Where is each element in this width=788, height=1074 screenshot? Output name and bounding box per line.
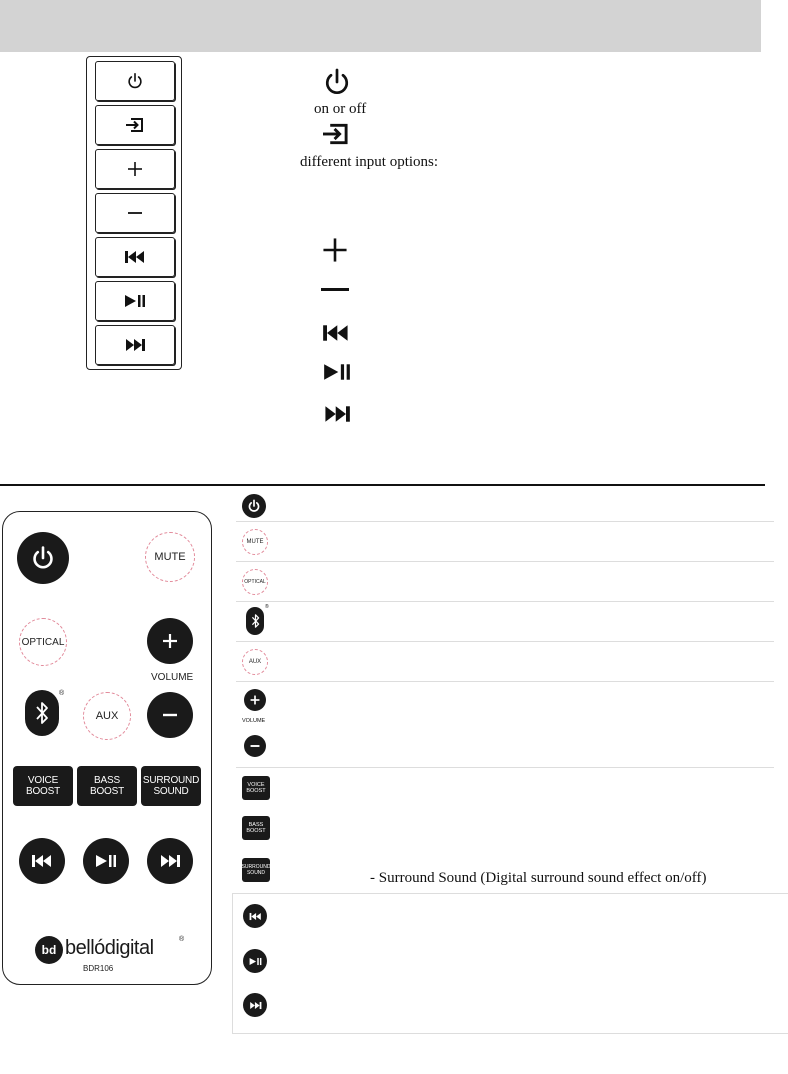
power-icon xyxy=(30,545,56,571)
bluetooth-icon xyxy=(35,700,49,726)
panel-input-button[interactable] xyxy=(95,105,175,145)
desc-play-pause-icon xyxy=(320,362,354,382)
legend-volume-label: VOLUME xyxy=(242,718,266,724)
transport-legend-box xyxy=(232,893,788,1034)
panel-previous-button[interactable] xyxy=(95,237,175,277)
remote-volume-down-button[interactable] xyxy=(147,692,193,738)
next-icon xyxy=(124,338,146,352)
power-icon xyxy=(126,72,144,90)
input-icon xyxy=(124,116,146,134)
optical-icon: OPTICAL xyxy=(242,569,268,595)
legend-registered-mark: ® xyxy=(265,604,269,610)
play-pause-icon xyxy=(243,949,267,973)
panel-volume-up-button[interactable] xyxy=(95,149,175,189)
panel-power-button[interactable] xyxy=(95,61,175,101)
minus-icon xyxy=(126,204,144,222)
plus-icon xyxy=(244,689,266,711)
plus-icon xyxy=(126,160,144,178)
legend-row-volume xyxy=(236,681,774,768)
desc-previous-icon xyxy=(320,322,352,344)
remote-optical-button[interactable]: OPTICAL xyxy=(19,618,67,666)
legend-bass-line1: BASS xyxy=(248,822,264,828)
play-pause-icon xyxy=(124,294,146,308)
remote-bass-boost-button[interactable] xyxy=(77,766,137,806)
surround-line1: SURROUND xyxy=(142,775,200,786)
bass-boost-icon xyxy=(242,816,270,840)
remote-control xyxy=(2,511,212,985)
power-icon xyxy=(242,494,266,518)
next-icon xyxy=(243,993,267,1017)
bass-boost-line2: BOOST xyxy=(89,786,124,797)
legend-row-optical xyxy=(236,561,774,602)
legend-row-mute xyxy=(236,521,774,562)
voice-boost-icon xyxy=(242,776,270,800)
surround-sound-description: - Surround Sound (Digital surround sound effect on/off) xyxy=(370,870,707,886)
remote-mute-button[interactable]: MUTE xyxy=(145,532,195,582)
legend-row-aux xyxy=(236,641,774,682)
remote-volume-label: VOLUME xyxy=(151,672,194,683)
brand-name: bellódigital xyxy=(65,937,154,959)
remote-play-pause-button[interactable] xyxy=(83,838,129,884)
brand-logo-mark: bd xyxy=(35,936,63,964)
bass-boost-line1: BASS xyxy=(94,775,120,786)
play-pause-icon xyxy=(95,854,117,868)
legend-row-power xyxy=(236,491,774,522)
legend-voice-line1: VOICE xyxy=(247,782,265,788)
desc-plus-icon xyxy=(320,236,350,264)
next-icon xyxy=(159,854,181,868)
legend-row-bluetooth xyxy=(236,601,774,642)
previous-icon xyxy=(243,904,267,928)
panel-volume-down-button[interactable] xyxy=(95,193,175,233)
remote-voice-boost-button[interactable] xyxy=(13,766,73,806)
desc-power-icon xyxy=(320,66,354,98)
remote-model: BDR106 xyxy=(83,964,114,973)
bluetooth-icon xyxy=(246,607,264,635)
remote-power-button[interactable] xyxy=(17,532,69,584)
remote-next-button[interactable] xyxy=(147,838,193,884)
header-bar xyxy=(0,0,761,52)
legend-surround-line2: SOUND xyxy=(246,870,266,876)
legend-voice-line2: BOOST xyxy=(246,788,266,794)
mute-icon: MUTE xyxy=(242,529,268,555)
legend-bass-line2: BOOST xyxy=(246,828,266,834)
previous-icon xyxy=(31,854,53,868)
surround-sound-icon xyxy=(242,858,270,882)
remote-bluetooth-button[interactable] xyxy=(25,690,59,736)
minus-icon xyxy=(161,706,179,724)
remote-registered-mark: ® xyxy=(59,690,65,697)
desc-power-text: on or off xyxy=(314,101,367,117)
voice-boost-line1: VOICE xyxy=(27,775,59,786)
legend-surround-line1: SURROUND xyxy=(241,864,271,870)
desc-minus-icon xyxy=(320,283,350,297)
remote-aux-button[interactable]: AUX xyxy=(83,692,131,740)
plus-icon xyxy=(161,632,179,650)
remote-previous-button[interactable] xyxy=(19,838,65,884)
section-divider xyxy=(0,484,765,486)
remote-surround-sound-button[interactable] xyxy=(141,766,201,806)
surround-line2: SOUND xyxy=(153,786,189,797)
desc-next-icon xyxy=(320,404,354,424)
panel-play-pause-button[interactable] xyxy=(95,281,175,321)
previous-icon xyxy=(124,250,146,264)
brand-registered-mark: ® xyxy=(179,936,185,943)
minus-icon xyxy=(244,735,266,757)
remote-volume-up-button[interactable] xyxy=(147,618,193,664)
soundbar-panel xyxy=(86,56,182,370)
desc-input-icon xyxy=(318,120,354,148)
aux-icon: AUX xyxy=(242,649,268,675)
voice-boost-line2: BOOST xyxy=(25,786,60,797)
desc-input-text: different input options: xyxy=(300,154,439,170)
panel-next-button[interactable] xyxy=(95,325,175,365)
